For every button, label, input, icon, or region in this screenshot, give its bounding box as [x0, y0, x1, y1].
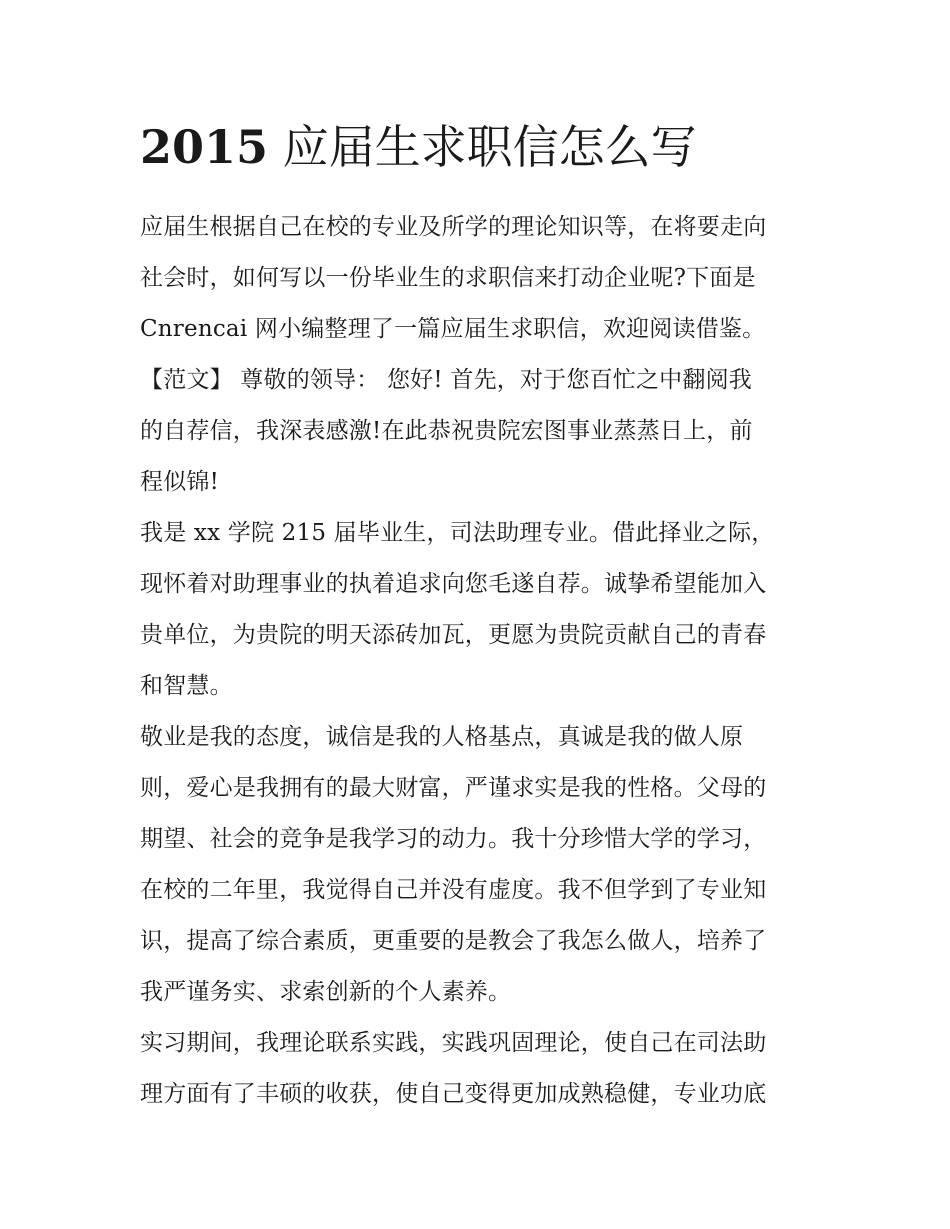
- text-line: 则，爱心是我拥有的最大财富，严谨求实是我的性格。父母的: [140, 775, 767, 801]
- text-line: Cnrencai 网小编整理了一篇应届生求职信，欢迎阅读借鉴。: [140, 316, 766, 342]
- document-body: [140, 112, 815, 1120]
- text-line: 识，提高了综合素质，更重要的是教会了我怎么做人，培养了: [140, 928, 767, 954]
- title-text: 应届生求职信怎么写: [282, 120, 697, 174]
- text-line: 贵单位，为贵院的明天添砖加瓦，更愿为贵院贡献自己的青春: [140, 622, 767, 648]
- text-line: 期望、社会的竞争是我学习的动力。我十分珍惜大学的学习，: [140, 826, 767, 852]
- paragraph-attitude: [140, 712, 815, 1018]
- text-line: 【范文】 尊敬的领导： 您好! 首先，对于您百忙之中翻阅我: [140, 367, 752, 393]
- title-year: 2015: [140, 120, 269, 174]
- paragraph-greeting: [140, 355, 815, 508]
- text-line: 我是 xx 学院 215 届毕业生，司法助理专业。借此择业之际，: [140, 520, 775, 546]
- text-line: 应届生根据自己在校的专业及所学的理论知识等，在将要走向: [140, 214, 767, 240]
- text-line: 理方面有了丰硕的收获，使自己变得更加成熟稳健，专业功底: [140, 1081, 767, 1107]
- text-line: 实习期间，我理论联系实践，实践巩固理论，使自己在司法助: [140, 1030, 767, 1056]
- text-line: 在校的二年里，我觉得自己并没有虚度。我不但学到了专业知: [140, 877, 767, 903]
- document-title: [140, 112, 815, 182]
- text-line: 敬业是我的态度，诚信是我的人格基点，真诚是我的做人原: [140, 724, 744, 750]
- text-line: 我严谨务实、求索创新的个人素养。: [140, 979, 512, 1005]
- text-line: 现怀着对助理事业的执着追求向您毛遂自荐。诚挚希望能加入: [140, 571, 767, 597]
- paragraph-internship: [140, 1018, 815, 1120]
- paragraph-intro: [140, 202, 815, 355]
- text-line: 的自荐信，我深表感激!在此恭祝贵院宏图事业蒸蒸日上，前: [140, 418, 753, 444]
- text-line: 程似锦!: [140, 469, 220, 495]
- paragraph-self-intro: [140, 508, 815, 712]
- text-line: 社会时，如何写以一份毕业生的求职信来打动企业呢?下面是: [140, 265, 756, 291]
- text-line: 和智慧。: [140, 673, 233, 699]
